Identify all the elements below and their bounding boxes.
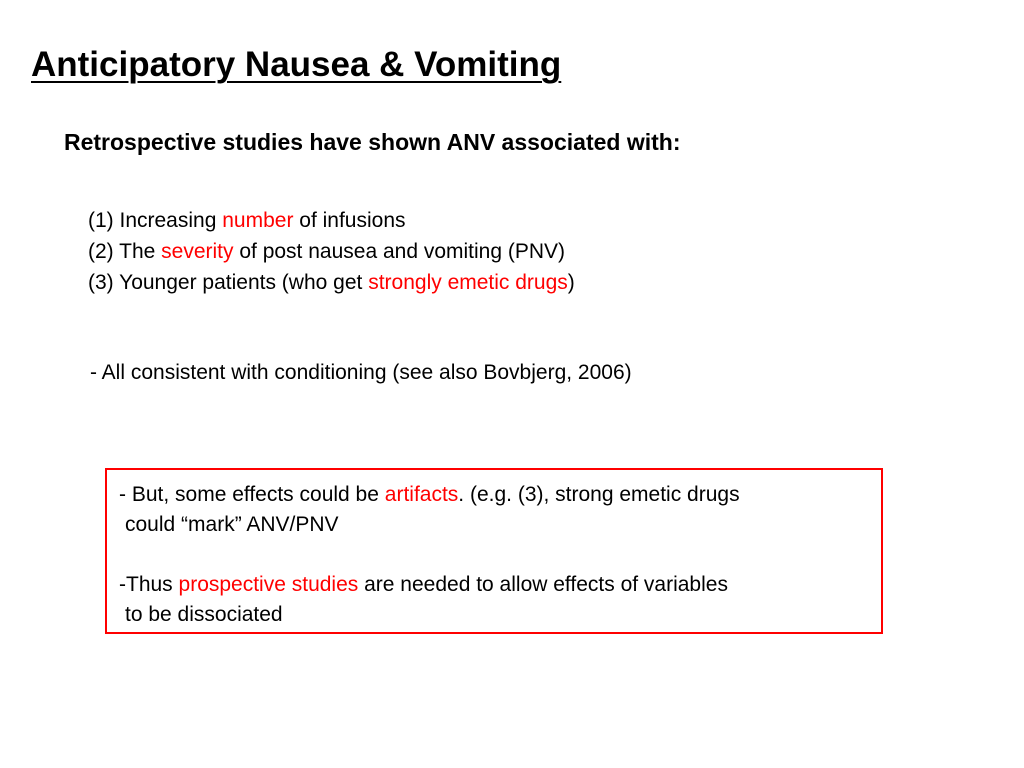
list-item (88, 267, 575, 298)
slide-subtitle: Retrospective studies have shown ANV associated with: (64, 129, 681, 155)
callout-text: . (e.g. (3), strong emetic drugs (458, 483, 740, 506)
list-item (88, 205, 575, 236)
callout-spacer (119, 540, 881, 570)
callout-text: are needed to allow effects of variables (358, 573, 728, 596)
callout-text: -Thus (119, 573, 179, 596)
callout-highlight: artifacts (384, 483, 459, 506)
callout-text: - But, some effects could be (119, 483, 385, 506)
list-item-highlight: number (222, 209, 294, 232)
list-item-text: of post nausea and vomiting (PNV) (233, 240, 566, 263)
callout-line (119, 480, 881, 510)
list-item-text: (3) Younger patients (who get (88, 271, 369, 294)
conditioning-note: - All consistent with conditioning (see also Bovbjerg, 2006) (90, 361, 632, 384)
list-item-text: (2) The (88, 240, 162, 263)
list-item-highlight: severity (161, 240, 234, 263)
callout-highlight: prospective studies (178, 573, 359, 596)
list-item (88, 236, 575, 267)
list-item-text: of infusions (293, 209, 406, 232)
artifacts-callout-box (105, 468, 883, 634)
list-item-highlight: strongly emetic drugs (368, 271, 568, 294)
callout-line (119, 570, 881, 600)
list-item-text: (1) Increasing (88, 209, 223, 232)
list-item-text: ) (567, 271, 575, 294)
callout-line: could “mark” ANV/PNV (125, 513, 339, 536)
slide-title: Anticipatory Nausea & Vomiting (31, 45, 562, 84)
callout-line: to be dissociated (125, 603, 283, 626)
findings-list (88, 205, 575, 298)
